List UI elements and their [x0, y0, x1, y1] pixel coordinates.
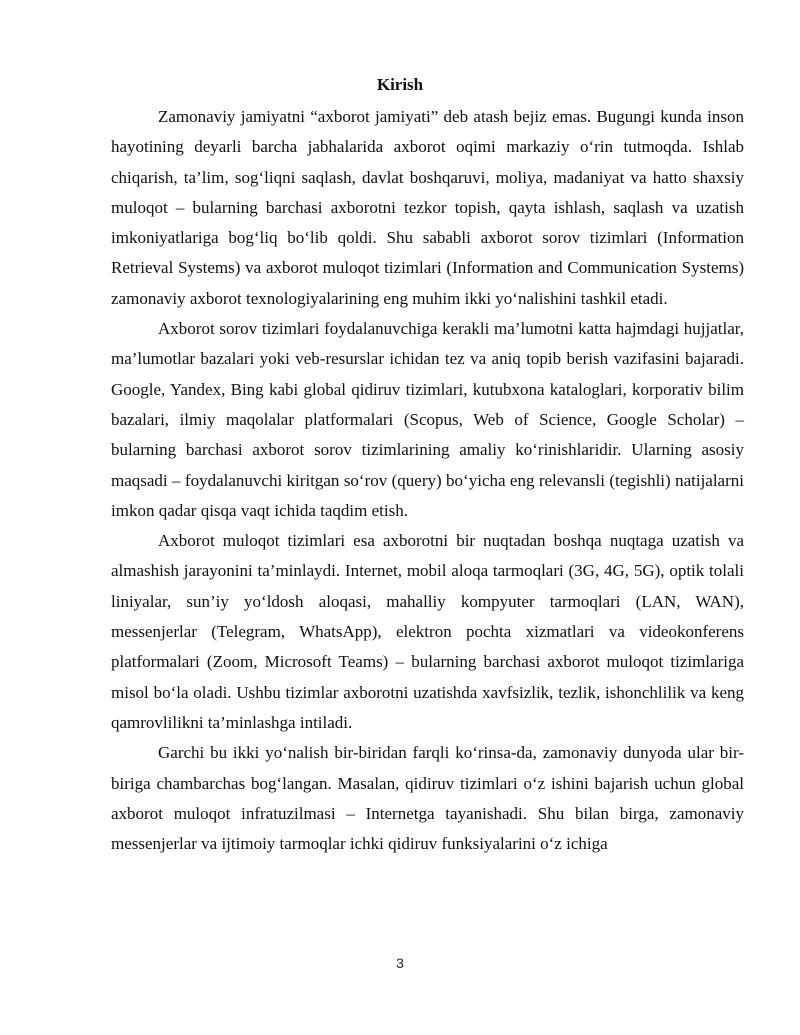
body-text: [111, 102, 744, 859]
page-number: 3: [396, 955, 404, 971]
section-title: Kirish: [376, 75, 424, 94]
paragraph-4: Garchi bu ikki yo‘nalish bir-biridan farqli ko‘rinsa-da, zamonaviy dunyoda ular bir-biriga chambarchas bog‘langan. Masalan, qidiruv tizimlari o‘z ishini bajarish uchun global axborot muloqot infratuzilmasi – Internetga tayanishadi. Shu bilan birga, zamonaviy messenjerlar va ijtimoiy tarmoqlar ichki qidiruv funksiyalarini o‘z ichiga: [111, 743, 744, 854]
paragraph-3: Axborot muloqot tizimlari esa axborotni bir nuqtadan boshqa nuqtaga uzatish va almashish jarayonini ta’minlaydi. Internet, mobil aloqa tarmoqlari (3G, 4G, 5G), optik tolali liniyalar, sun’iy yo‘ldosh aloqasi, mahalliy kompyuter tarmoqlari (LAN, WAN), messenjerlar (Telegram, WhatsApp), elektron pochta xizmatlari va videokonferens platformalari (Zoom, Microsoft Teams) – bularning barchasi axborot muloqot tizimlariga misol bo‘la oladi. Ushbu tizimlar axborotni uzatishda xavfsizlik, tezlik, ishonchlilik va keng qamrovlilikni ta’minlashga intiladi.: [111, 531, 744, 732]
paragraph-2: Axborot sorov tizimlari foydalanuvchiga kerakli ma’lumotni katta hajmdagi hujjatlar, ma’lumotlar bazalari yoki veb-resurslar ichidan tez va aniq topib berish vazifasini bajaradi. Google, Yandex, Bing kabi global qidiruv tizimlari, kutubxona kataloglari, korporativ bilim bazalari, ilmiy maqolalar platformalari (Scopus, Web of Science, Google Scholar) – bularning barchasi axborot sorov tizimlarining amaliy ko‘rinishlaridir. Ularning asosiy maqsadi – foydalanuvchi kiritgan so‘rov (query) bo‘yicha eng relevansli (tegishli) natijalarni imkon qadar qisqa vaqt ichida taqdim etish.: [111, 319, 744, 520]
paragraph-1: Zamonaviy jamiyatni “axborot jamiyati” deb atash bejiz emas. Bugungi kunda inson hayotining deyarli barcha jabhalarida axborot oqimi markaziy o‘rin tutmoqda. Ishlab chiqarish, ta’lim, sog‘liqni saqlash, davlat boshqaruvi, moliya, madaniyat va hatto shaxsiy muloqot – bularning barchasi axborotni tezkor topish, qayta ishlash, saqlash va uzatish imkoniyatlariga bog‘liq bo‘lib qoldi. Shu sababli axborot sorov tizimlari (Information Retrieval Systems) va axborot muloqot tizimlari (Information and Communication Systems) zamonaviy axborot texnologiyalarining eng muhim ikki yo‘nalishini tashkil etadi.: [111, 107, 744, 308]
